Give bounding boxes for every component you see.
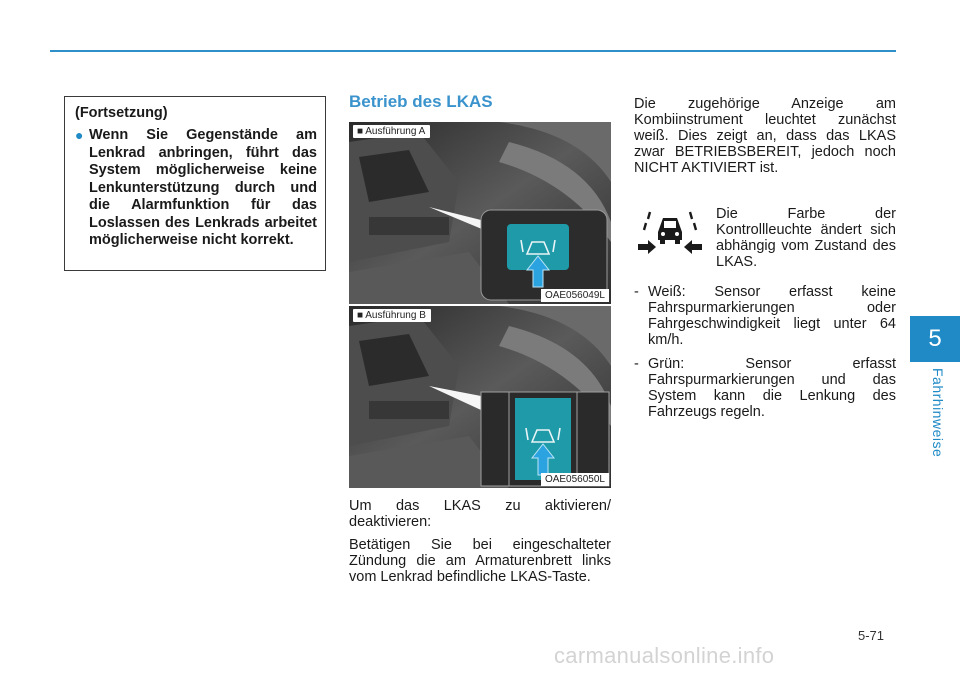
figure-code-a: OAE056049L — [541, 289, 609, 302]
dash-marker: - — [634, 356, 639, 372]
indicator-description: Die zugehörige Anzeige am Kombiinstrument leuchtet zunächst weiß. Dies zeigt an, dass das LKAS zwar BETRIEBSBEREIT, jedoch noch NICHT AKTIVIERT ist. — [634, 96, 896, 176]
page-number: 5-71 — [858, 628, 885, 643]
chapter-number: 5 — [928, 325, 942, 352]
bullet-icon: ● — [75, 127, 84, 143]
section-title: Betrieb des LKAS — [349, 92, 493, 111]
dashboard-photo-b — [349, 306, 611, 488]
note-item — [75, 127, 317, 250]
figure-label-b: ■ Ausführung B — [353, 309, 431, 322]
figure-code-b: OAE056050L — [541, 473, 609, 486]
activation-intro: Um das LKAS zu aktivieren/ deaktivieren: — [349, 498, 611, 530]
state-white-text: Weiß: Sensor erfasst keine Fahrspurmarkierungen oder Fahrgeschwindigkeit liegt unter 64 km/h. — [648, 284, 896, 348]
state-green-text: Grün: Sensor erfasst Fahrspurmarkierungen und das System kann die Lenkung des Fahrzeugs regeln. — [648, 356, 896, 420]
indicator-color-note: Die Farbe der Kontrollleuchte ändert sich abhängig vom Zustand des LKAS. — [716, 206, 896, 270]
list-item — [634, 284, 896, 348]
figure-variant-b — [349, 306, 611, 488]
chapter-title: Fahrhinweise — [930, 368, 946, 458]
lkas-indicator-icon — [636, 208, 704, 256]
note-item-text: Wenn Sie Gegenstände am Lenkrad anbringen, führt das System möglicherweise keine Lenkunterstützung durch und die Alarmfunktion für das Loslassen des Lenkrads arbeitet möglicherweise nicht korrekt. — [89, 127, 317, 248]
chapter-number-tab — [910, 316, 960, 362]
figure-label-a: ■ Ausführung A — [353, 125, 430, 138]
dash-marker: - — [634, 284, 639, 300]
figure-variant-a — [349, 122, 611, 304]
list-item — [634, 356, 896, 420]
top-rule — [50, 50, 896, 52]
note-box — [64, 96, 326, 271]
watermark: carmanualsonline.info — [554, 643, 775, 668]
dashboard-photo-a — [349, 122, 611, 304]
note-heading: (Fortsetzung) — [75, 105, 168, 121]
activation-instruction: Betätigen Sie bei eingeschalteter Zündung die am Armaturenbrett links vom Lenkrad befindliche LKAS-Taste. — [349, 537, 611, 585]
